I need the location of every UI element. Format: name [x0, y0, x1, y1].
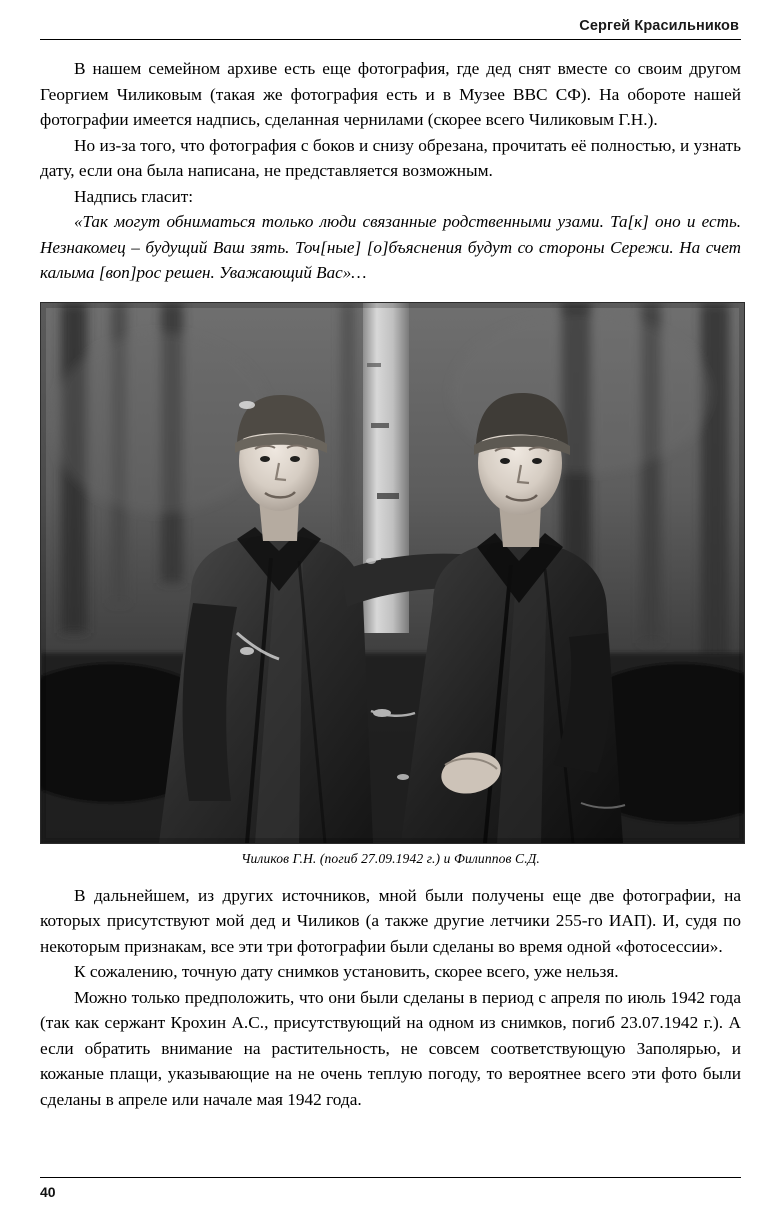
header-rule [40, 39, 741, 40]
figure [40, 302, 741, 867]
running-head [40, 0, 741, 44]
page-footer [40, 1177, 741, 1200]
page-number: 40 [40, 1184, 56, 1200]
photograph [40, 302, 745, 844]
paragraph: В нашем семейном архиве есть еще фотография, где дед снят вместе со своим другом Георгием Чиликовым (такая же фотография есть и в Музее ВВС СФ). На обороте нашей фотографии имеется надпись, сделанная чернилами (скорее всего Чиликовым Г.Н.). [40, 59, 741, 129]
page-content [40, 44, 741, 1112]
photograph-image [41, 303, 744, 843]
inscription-quote: «Так могут обниматься только люди связанные родственными узами. Та[к] оно и есть. Незнакомец – будущий Ваш зять. Точ[ные] [о]бъяснения будут со стороны Сережи. На счет калыма [воп]рос решен. Уважающий Вас»… [40, 212, 741, 282]
paragraph: Но из-за того, что фотография с боков и снизу обрезана, прочитать её полностью, и узнать дату, если она была написана, не представляется возможным. [40, 135, 741, 180]
footer-rule [40, 1177, 741, 1178]
figure-caption: Чиликов Г.Н. (погиб 27.09.1942 г.) и Филиппов С.Д. [241, 850, 540, 866]
paragraph: В дальнейшем, из других источников, мной были получены еще две фотографии, на которых присутствуют мой дед и Чиликов (а также другие летчики 255-го ИАП). И, судя по некоторым признакам, все эти три фотографии были сделаны во время одной «фотосессии». [40, 885, 741, 956]
running-head-author: Сергей Красильников [579, 18, 739, 34]
paragraph: К сожалению, точную дату снимков установить, скорее всего, уже нельзя. [74, 962, 619, 981]
paragraph: Надпись гласит: [74, 186, 194, 206]
paragraph: Можно только предположить, что они были сделаны в период с апреля по июль 1942 года (так как сержант Крохин А.С., присутствующий на одном из снимков, погиб 23.07.1942 г.). А если обратить внимание на растительность, не совсем соответствующую Заполярью, и кожаные плащи, указывающие на не очень теплую погоду, то вероятнее всего эти фото были сделаны в апреле или начале мая 1942 года. [40, 987, 741, 1109]
